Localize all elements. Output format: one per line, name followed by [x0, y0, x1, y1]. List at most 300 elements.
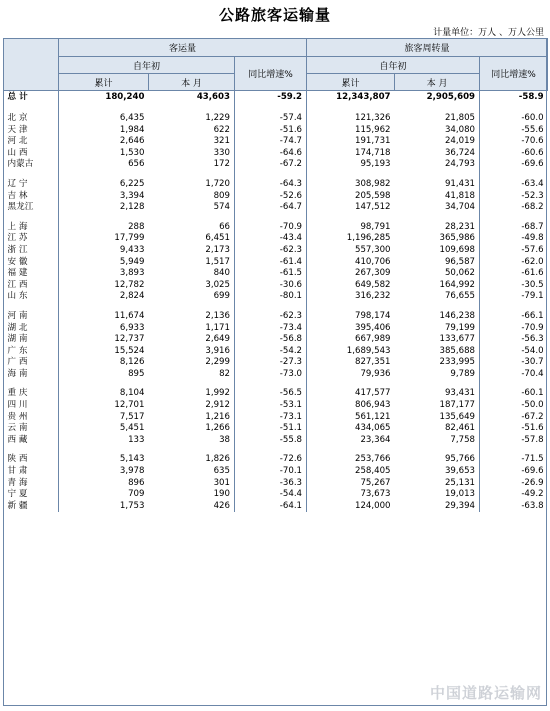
pt-month-cell: 365,986: [395, 233, 480, 245]
pv-month-cell: 38: [149, 435, 235, 447]
pt-month-cell: 21,805: [395, 113, 480, 125]
pt-month-cell: 91,431: [395, 179, 480, 191]
pv-yoy-cell: -62.3: [235, 311, 307, 323]
table-row: [4, 311, 548, 323]
table-row: [4, 113, 548, 125]
region-name-cell: 北 京: [4, 113, 59, 125]
pt-cumulative-cell: 649,582: [354, 279, 391, 290]
table-row: [4, 291, 548, 303]
pt-month-cell: 25,131: [395, 478, 480, 490]
spacer-cell: [59, 446, 149, 454]
pv-cumulative-cell: 709: [128, 489, 145, 500]
pv-cumulative-cell: 8,126: [119, 357, 145, 368]
spacer-cell: [480, 380, 548, 388]
pt-cumulative-cell: 395,406: [354, 322, 391, 333]
region-name-cell: 新 疆: [4, 501, 59, 513]
pt-yoy-cell: -62.0: [521, 256, 544, 267]
table-row: [4, 222, 548, 234]
pt-yoy-cell: -70.9: [521, 322, 544, 333]
pv-yoy-cell: -64.7: [235, 202, 307, 214]
pt-yoy-cell: -60.6: [521, 147, 544, 158]
spacer-row: [4, 105, 548, 113]
pt-month-cell: 24,793: [395, 159, 480, 171]
pv-cumulative-cell: 5,949: [119, 256, 145, 267]
table-row: [4, 179, 548, 191]
pt-month-cell: 76,655: [395, 291, 480, 303]
pt-month-cell: 95,766: [395, 454, 480, 466]
spacer-cell: [235, 380, 307, 388]
pv-cumulative-cell: 2,128: [119, 202, 145, 213]
pv-cumulative-cell: 12,701: [114, 400, 145, 411]
pt-cumulative-header: 累计: [307, 74, 395, 91]
pt-yoy-cell: -56.3: [521, 334, 544, 345]
pt-yoy-cell: -60.0: [521, 113, 544, 123]
pt-yoy-cell: -61.6: [521, 268, 544, 279]
pt-cumulative-cell: 267,309: [354, 268, 391, 279]
pt-cumulative-cell: 557,300: [354, 244, 391, 255]
region-name-cell: 江 苏: [4, 233, 59, 245]
pt-cumulative-cell: 798,174: [354, 310, 391, 321]
pt-month-cell: 93,431: [395, 388, 480, 400]
pt-month-cell: 34,704: [395, 202, 480, 214]
pt-cumulative-cell: 253,766: [354, 454, 391, 465]
pt-yoy-cell: -50.0: [521, 400, 544, 411]
pv-cumulative-cell: 2,646: [119, 136, 145, 147]
pv-yoy-cell: -52.6: [235, 191, 307, 203]
pt-month-cell: 187,177: [395, 400, 480, 412]
pv-cumulative-cell: 2,824: [119, 291, 145, 302]
pv-month-cell: 635: [149, 466, 235, 478]
pv-month-cell: 3,025: [149, 280, 235, 292]
spacer-cell: [307, 171, 395, 179]
pt-month-cell: 24,019: [395, 136, 480, 148]
table-body: [4, 91, 548, 513]
spacer-cell: [4, 214, 59, 222]
spacer-cell: [149, 446, 235, 454]
table-row: [4, 423, 548, 435]
region-name-cell: 西 藏: [4, 435, 59, 447]
pv-cumulative-cell: 180,240: [105, 92, 145, 103]
region-name-cell: 重 庆: [4, 388, 59, 400]
pv-yoy-cell: -54.4: [235, 489, 307, 501]
pt-cumulative-cell: 434,065: [354, 423, 391, 434]
pt-month-header: 本 月: [395, 74, 480, 91]
pv-month-cell: 66: [149, 222, 235, 234]
pt-month-cell: 109,698: [395, 245, 480, 257]
pt-month-cell: 233,995: [395, 357, 480, 369]
pt-cumulative-cell: 174,718: [354, 147, 391, 158]
unit-note: 计量单位：万人 、万人公里: [433, 28, 544, 38]
pv-cumulative-cell: 8,104: [119, 388, 145, 399]
table-row: [4, 257, 548, 269]
table-row: [4, 202, 548, 214]
spacer-cell: [235, 446, 307, 454]
table-header: [4, 39, 548, 91]
pt-yoy-cell: -63.4: [521, 178, 544, 189]
pt-yoy-header: 同比增速%: [480, 57, 548, 91]
pt-yoy-cell: -57.8: [521, 434, 544, 445]
pt-cumulative-cell: 316,232: [354, 291, 391, 302]
region-name-cell: 甘 肃: [4, 466, 59, 478]
pv-month-cell: 1,216: [149, 412, 235, 424]
passenger-volume-header: 客运量: [59, 39, 307, 57]
pt-cumulative-cell: 827,351: [354, 357, 391, 368]
pt-cumulative-cell: 79,936: [360, 368, 391, 379]
spacer-cell: [235, 171, 307, 179]
spacer-cell: [307, 446, 395, 454]
pt-cumulative-cell: 417,577: [354, 388, 391, 399]
spacer-cell: [59, 380, 149, 388]
pt-cumulative-cell: 98,791: [360, 221, 391, 232]
pv-yoy-cell: -80.1: [235, 291, 307, 303]
pt-month-cell: 7,758: [395, 435, 480, 447]
pv-month-cell: 2,299: [149, 357, 235, 369]
pv-cumulative-cell: 5,143: [119, 454, 145, 465]
table-row: [4, 233, 548, 245]
pv-month-cell: 301: [149, 478, 235, 490]
table-row: [4, 369, 548, 381]
table-row: [4, 501, 548, 513]
pt-yoy-cell: -70.4: [521, 368, 544, 379]
table-row: [4, 466, 548, 478]
pv-month-cell: 3,916: [149, 346, 235, 358]
spacer-cell: [395, 214, 480, 222]
pv-month-cell: 1,720: [149, 179, 235, 191]
region-name-cell: 海 南: [4, 369, 59, 381]
region-name-cell: 辽 宁: [4, 179, 59, 191]
pt-yoy-cell: -52.3: [521, 190, 544, 201]
pv-month-cell: 1,992: [149, 388, 235, 400]
pv-yoy-cell: -51.1: [235, 423, 307, 435]
pt-month-cell: 50,062: [395, 268, 480, 280]
table-row: [4, 148, 548, 160]
table-row: [4, 489, 548, 501]
region-name-cell: 上 海: [4, 222, 59, 234]
pv-cumulative-cell: 895: [128, 368, 145, 379]
table-row: [4, 388, 548, 400]
pt-yoy-cell: -68.2: [521, 202, 544, 213]
pt-cumulative-cell: 561,121: [354, 411, 391, 422]
table-row: [4, 412, 548, 424]
statistics-table: [3, 38, 548, 512]
pv-yoy-cell: -73.4: [235, 323, 307, 335]
pv-cumulative-cell: 1,984: [119, 124, 145, 135]
pv-yoy-cell: -55.8: [235, 435, 307, 447]
pt-month-cell: 82,461: [395, 423, 480, 435]
region-name-cell: 吉 林: [4, 191, 59, 203]
pt-month-cell: 385,688: [395, 346, 480, 358]
pt-cumulative-cell: 410,706: [354, 256, 391, 267]
pt-yoy-cell: -30.5: [521, 279, 544, 290]
watermark-logo: 中国道路运输网: [429, 684, 542, 702]
pt-yoy-cell: -57.6: [521, 244, 544, 255]
region-name-cell: 青 海: [4, 478, 59, 490]
pv-yoy-cell: -72.6: [235, 454, 307, 466]
table-row: [4, 478, 548, 490]
pt-cumulative-cell: 75,267: [360, 477, 391, 488]
pt-cumulative-cell: 115,962: [354, 124, 391, 135]
pv-cumulative-cell: 3,893: [119, 268, 145, 279]
pv-month-cell: 622: [149, 125, 235, 137]
table-row: [4, 357, 548, 369]
pv-cumulative-cell: 656: [128, 159, 145, 170]
region-name-cell: 内蒙古: [4, 159, 59, 171]
pv-month-cell: 1,826: [149, 454, 235, 466]
pt-month-cell: 164,992: [395, 280, 480, 292]
pv-yoy-cell: -73.0: [235, 369, 307, 381]
pt-cumulative-cell: 124,000: [354, 500, 391, 511]
spacer-cell: [59, 105, 149, 113]
pv-cumulative-cell: 1,530: [119, 147, 145, 158]
spacer-row: [4, 214, 548, 222]
pv-month-cell: 1,266: [149, 423, 235, 435]
pv-cumulative-cell: 7,517: [119, 411, 145, 422]
region-name-cell: 四 川: [4, 400, 59, 412]
pv-cumulative-cell: 9,433: [119, 244, 145, 255]
spacer-cell: [395, 171, 480, 179]
pv-month-cell: 2,912: [149, 400, 235, 412]
pt-month-cell: 19,013: [395, 489, 480, 501]
spacer-cell: [4, 171, 59, 179]
pt-yoy-cell: -79.1: [521, 291, 544, 302]
pt-cumulative-cell: 121,326: [354, 113, 391, 123]
spacer-cell: [59, 303, 149, 311]
pv-yoy-cell: -27.3: [235, 357, 307, 369]
spacer-row: [4, 303, 548, 311]
pv-month-cell: 809: [149, 191, 235, 203]
region-name-cell: 湖 南: [4, 334, 59, 346]
pv-month-cell: 190: [149, 489, 235, 501]
pv-month-cell: 2,649: [149, 334, 235, 346]
spacer-row: [4, 171, 548, 179]
pt-cumulative-cell: 23,364: [360, 434, 391, 445]
pv-yoy-cell: -64.6: [235, 148, 307, 160]
pv-month-cell: 321: [149, 136, 235, 148]
spacer-cell: [4, 105, 59, 113]
spacer-cell: [149, 303, 235, 311]
pt-cumulative-cell: 308,982: [354, 178, 391, 189]
passenger-turnover-header: 旅客周转量: [307, 39, 548, 57]
pv-yoy-cell: -74.7: [235, 136, 307, 148]
pv-yoy-cell: -53.1: [235, 400, 307, 412]
pt-month-cell: 79,199: [395, 323, 480, 335]
region-name-cell: 黑龙江: [4, 202, 59, 214]
pt-yoy-cell: -71.5: [521, 454, 544, 465]
pt-yoy-cell: -49.8: [521, 233, 544, 244]
pv-month-cell: 1,229: [149, 113, 235, 125]
pv-yoy-cell: -70.1: [235, 466, 307, 478]
pv-cumulative-cell: 11,674: [114, 310, 145, 321]
pv-yoy-cell: -57.4: [235, 113, 307, 125]
pv-cumulative-cell: 133: [128, 434, 145, 445]
pt-yoy-cell: -68.7: [521, 221, 544, 232]
table-row: [4, 245, 548, 257]
region-name-cell: 江 西: [4, 280, 59, 292]
pv-yoy-cell: -64.1: [235, 501, 307, 513]
spacer-cell: [235, 214, 307, 222]
spacer-cell: [149, 380, 235, 388]
spacer-cell: [149, 171, 235, 179]
pv-yoy-cell: -62.3: [235, 245, 307, 257]
spacer-cell: [480, 303, 548, 311]
region-name-cell: 湖 北: [4, 323, 59, 335]
spacer-cell: [4, 303, 59, 311]
pv-month-cell: 330: [149, 148, 235, 160]
pt-cumulative-cell: 73,673: [360, 489, 391, 500]
spacer-cell: [480, 171, 548, 179]
region-name-cell: 山 西: [4, 148, 59, 160]
pt-yoy-cell: -26.9: [521, 477, 544, 488]
pv-cumulative-cell: 3,394: [119, 190, 145, 201]
pt-month-cell: 96,587: [395, 257, 480, 269]
pt-cumulative-cell: 147,512: [354, 202, 391, 213]
pv-month-cell: 2,173: [149, 245, 235, 257]
pv-yoy-cell: -54.2: [235, 346, 307, 358]
pv-month-cell: 1,171: [149, 323, 235, 335]
pt-month-cell: 36,724: [395, 148, 480, 160]
region-name-cell: 浙 江: [4, 245, 59, 257]
pv-month-cell: 43,603: [149, 91, 235, 106]
pv-month-header: 本 月: [149, 74, 235, 91]
pt-month-cell: 133,677: [395, 334, 480, 346]
spacer-cell: [480, 105, 548, 113]
pv-month-cell: 172: [149, 159, 235, 171]
spacer-cell: [307, 214, 395, 222]
spacer-cell: [59, 171, 149, 179]
pv-yoy-cell: -70.9: [235, 222, 307, 234]
pv-yoy-cell: -59.2: [235, 91, 307, 106]
pt-yoy-cell: -58.9: [518, 92, 544, 103]
region-header: [4, 39, 59, 91]
pv-yoy-cell: -61.5: [235, 268, 307, 280]
pv-month-cell: 699: [149, 291, 235, 303]
spacer-cell: [307, 303, 395, 311]
table-row: [4, 334, 548, 346]
table-row: [4, 280, 548, 292]
pt-month-cell: 28,231: [395, 222, 480, 234]
pt-yoy-cell: -66.1: [521, 310, 544, 321]
pv-month-cell: 1,517: [149, 257, 235, 269]
pt-cumulative-cell: 1,689,543: [346, 345, 391, 356]
pv-cumulative-header: 累计: [59, 74, 149, 91]
region-name-cell: 宁 夏: [4, 489, 59, 501]
spacer-cell: [149, 214, 235, 222]
pt-cumulative-cell: 205,598: [354, 190, 391, 201]
pv-cumulative-cell: 3,978: [119, 466, 145, 477]
spacer-cell: [395, 380, 480, 388]
pv-cumulative-cell: 6,435: [119, 113, 145, 123]
pt-yoy-cell: -49.2: [521, 489, 544, 500]
region-name-cell: 山 东: [4, 291, 59, 303]
pt-yoy-cell: -51.6: [521, 423, 544, 434]
table-row: [4, 323, 548, 335]
region-name-cell: 陕 西: [4, 454, 59, 466]
pt-month-cell: 9,789: [395, 369, 480, 381]
pv-month-cell: 2,136: [149, 311, 235, 323]
region-name-cell: 贵 州: [4, 412, 59, 424]
spacer-row: [4, 380, 548, 388]
pv-yoy-cell: -56.5: [235, 388, 307, 400]
pv-cumulative-cell: 12,737: [114, 334, 145, 345]
spacer-cell: [307, 105, 395, 113]
region-name-cell: 总 计: [4, 91, 59, 106]
spacer-cell: [235, 105, 307, 113]
pt-month-cell: 39,653: [395, 466, 480, 478]
spacer-cell: [307, 380, 395, 388]
spacer-cell: [59, 214, 149, 222]
pt-cumulative-cell: 258,405: [354, 466, 391, 477]
pt-yoy-cell: -69.6: [521, 466, 544, 477]
pt-yoy-cell: -55.6: [521, 124, 544, 135]
spacer-cell: [149, 105, 235, 113]
pv-month-cell: 574: [149, 202, 235, 214]
region-name-cell: 广 西: [4, 357, 59, 369]
table-row: [4, 435, 548, 447]
pv-yoy-cell: -30.6: [235, 280, 307, 292]
pt-cumulative-cell: 191,731: [354, 136, 391, 147]
pv-cumulative-cell: 896: [128, 477, 145, 488]
pt-cumulative-cell: 95,193: [360, 159, 391, 170]
pv-cumulative-cell: 12,782: [114, 279, 145, 290]
spacer-row: [4, 446, 548, 454]
pt-yoy-cell: -67.2: [521, 411, 544, 422]
pv-yoy-cell: -61.4: [235, 257, 307, 269]
spacer-cell: [395, 446, 480, 454]
pv-yoy-cell: -36.3: [235, 478, 307, 490]
pt-yoy-cell: -70.6: [521, 136, 544, 147]
pt-ytd-header: 自年初: [307, 57, 480, 74]
pv-yoy-cell: -43.4: [235, 233, 307, 245]
pv-cumulative-cell: 17,799: [114, 233, 145, 244]
pv-cumulative-cell: 15,524: [114, 345, 145, 356]
pv-month-cell: 840: [149, 268, 235, 280]
region-name-cell: 河 南: [4, 311, 59, 323]
pt-month-cell: 41,818: [395, 191, 480, 203]
pv-month-cell: 82: [149, 369, 235, 381]
total-row: [4, 91, 548, 106]
pt-yoy-cell: -54.0: [521, 345, 544, 356]
table-row: [4, 136, 548, 148]
pv-yoy-cell: -67.2: [235, 159, 307, 171]
pv-ytd-header: 自年初: [59, 57, 235, 74]
pv-yoy-cell: -51.6: [235, 125, 307, 137]
pv-cumulative-cell: 6,225: [119, 178, 145, 189]
table-row: [4, 346, 548, 358]
page-title: 公路旅客运输量: [218, 6, 331, 24]
spacer-cell: [235, 303, 307, 311]
pv-cumulative-cell: 6,933: [119, 322, 145, 333]
pt-month-cell: 34,080: [395, 125, 480, 137]
pt-cumulative-cell: 12,343,807: [336, 92, 391, 103]
region-name-cell: 福 建: [4, 268, 59, 280]
region-name-cell: 云 南: [4, 423, 59, 435]
region-name-cell: 河 北: [4, 136, 59, 148]
pv-yoy-header: 同比增速%: [235, 57, 307, 91]
pt-cumulative-cell: 667,989: [354, 334, 391, 345]
spacer-cell: [395, 105, 480, 113]
pt-cumulative-cell: 806,943: [354, 400, 391, 411]
table-row: [4, 191, 548, 203]
pt-yoy-cell: -69.6: [521, 159, 544, 170]
pv-yoy-cell: -73.1: [235, 412, 307, 424]
pv-month-cell: 6,451: [149, 233, 235, 245]
pt-yoy-cell: -60.1: [521, 388, 544, 399]
pv-cumulative-cell: 5,451: [119, 423, 145, 434]
pv-yoy-cell: -56.8: [235, 334, 307, 346]
region-name-cell: 安 徽: [4, 257, 59, 269]
pt-month-cell: 2,905,609: [395, 91, 480, 106]
table-row: [4, 400, 548, 412]
